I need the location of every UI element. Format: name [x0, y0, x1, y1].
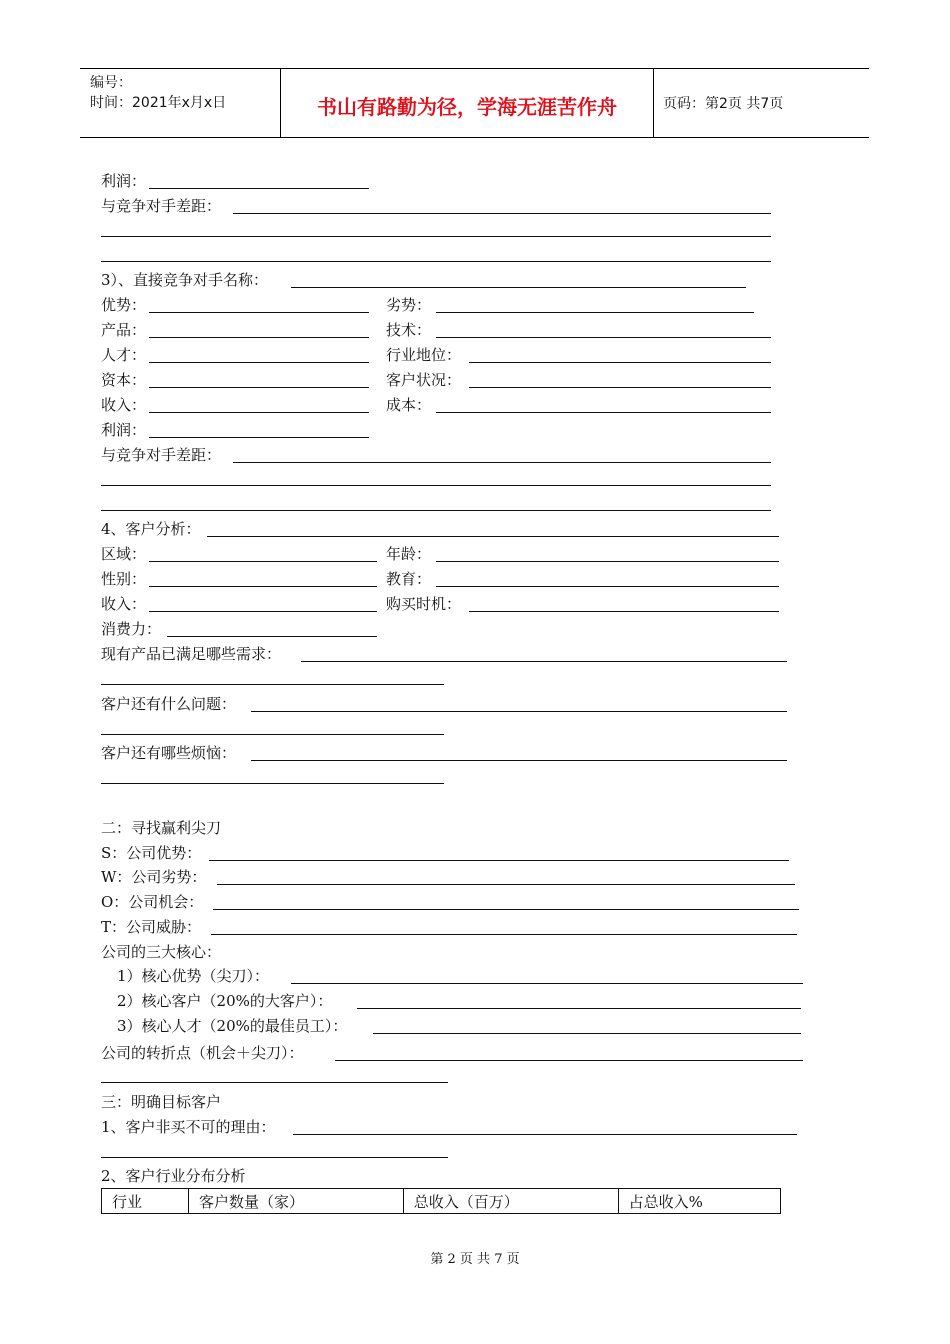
- blank-line[interactable]: [436, 312, 754, 313]
- blank-line[interactable]: [207, 536, 779, 537]
- form-row-cost: [386, 395, 772, 415]
- form-row-income: [101, 395, 371, 415]
- form-row-must-buy-reason: [101, 1117, 799, 1137]
- blank-line[interactable]: [213, 909, 799, 910]
- field-label: 客户还有哪些烦恼：: [101, 744, 237, 762]
- form-row-industry-position: [386, 345, 772, 365]
- field-label: 公司的转折点（机会＋尖刀）：: [101, 1044, 304, 1062]
- field-label: 行业地位：: [386, 346, 462, 364]
- field-label: 人才：: [101, 346, 147, 364]
- field-label: 1）核心优势（尖刀）：: [117, 967, 270, 985]
- form-row-competitor-name: [101, 270, 747, 290]
- field-label: 产品：: [101, 321, 147, 339]
- blank-line[interactable]: [149, 437, 369, 438]
- blank-line[interactable]: [469, 362, 771, 363]
- subsection-heading: 2、客户行业分布分析: [101, 1167, 246, 1185]
- blank-line[interactable]: [149, 337, 369, 338]
- field-label: O：公司机会：: [101, 893, 204, 911]
- form-row-needs-met: [101, 644, 789, 664]
- form-row-product: [101, 320, 371, 340]
- blank-line[interactable]: [436, 586, 779, 587]
- blank-line[interactable]: [101, 261, 771, 262]
- form-row-core-advantage: [117, 966, 805, 986]
- blank-line[interactable]: [101, 236, 771, 237]
- blank-line[interactable]: [251, 711, 787, 712]
- blank-line[interactable]: [291, 287, 746, 288]
- header-left: [90, 73, 226, 113]
- form-row-region: [101, 544, 379, 564]
- page-footer: 第 2 页 共 7 页: [430, 1252, 520, 1267]
- table-header-cell: 总收入（百万）: [403, 1189, 618, 1214]
- field-label: 教育：: [386, 570, 432, 588]
- blank-line[interactable]: [101, 510, 771, 511]
- field-label: 客户还有什么问题：: [101, 695, 237, 713]
- blank-line[interactable]: [149, 387, 369, 388]
- form-row-profit: [101, 420, 371, 440]
- form-row-buy-time: [386, 594, 780, 614]
- field-label: 购买时机：: [386, 595, 462, 613]
- blank-line[interactable]: [469, 611, 779, 612]
- blank-line[interactable]: [101, 783, 444, 784]
- form-row-opportunities: [101, 892, 801, 912]
- field-label: T：公司威胁：: [101, 918, 202, 936]
- blank-line[interactable]: [101, 734, 444, 735]
- field-label: 优势：: [101, 296, 147, 314]
- form-row-gender: [101, 569, 379, 589]
- field-label: 1、客户非买不可的理由：: [101, 1118, 276, 1136]
- field-label: 消费力：: [101, 620, 162, 638]
- form-row-advantage: [101, 295, 371, 315]
- field-label: 利润：: [101, 421, 147, 439]
- field-label: 现有产品已满足哪些需求：: [101, 645, 282, 663]
- form-row-core-customers: [117, 991, 803, 1011]
- blank-line[interactable]: [233, 462, 771, 463]
- blank-line[interactable]: [149, 188, 369, 189]
- blank-line[interactable]: [436, 337, 771, 338]
- form-row-talent: [101, 345, 371, 365]
- field-label: 2）核心客户（20%的大客户）：: [117, 992, 333, 1010]
- field-label: 区域：: [101, 545, 147, 563]
- table-header-row: [102, 1189, 781, 1214]
- blank-line[interactable]: [291, 983, 803, 984]
- blank-line[interactable]: [251, 760, 787, 761]
- header-divider: [280, 69, 281, 137]
- form-row-customer-status: [386, 370, 772, 390]
- blank-line[interactable]: [101, 485, 771, 486]
- blank-line[interactable]: [167, 636, 377, 637]
- field-label: 性别：: [101, 570, 147, 588]
- form-row-strengths: [101, 843, 791, 863]
- field-label: S：公司优势：: [101, 844, 202, 862]
- form-row-weaknesses: [101, 867, 797, 887]
- section-heading: 3）、直接竞争对手名称：: [101, 271, 269, 289]
- blank-line[interactable]: [149, 611, 377, 612]
- field-label: 资本：: [101, 371, 147, 389]
- section-heading: 二：寻找赢利尖刀: [101, 819, 222, 837]
- page-header: [80, 68, 869, 138]
- form-row-threats: [101, 917, 799, 937]
- blank-line[interactable]: [149, 586, 377, 587]
- form-row-gap: [101, 196, 773, 216]
- page-number-label: 页码：第2页 共7页: [663, 96, 784, 112]
- blank-line[interactable]: [436, 412, 771, 413]
- form-row-profit: [101, 171, 371, 191]
- blank-line[interactable]: [149, 561, 377, 562]
- blank-line[interactable]: [211, 934, 797, 935]
- form-row-disadvantage: [386, 295, 756, 315]
- blank-line[interactable]: [217, 884, 795, 885]
- form-row-technology: [386, 320, 772, 340]
- blank-line[interactable]: [233, 213, 771, 214]
- blank-line[interactable]: [209, 860, 789, 861]
- form-row-gap: [101, 445, 773, 465]
- field-label: 劣势：: [386, 296, 432, 314]
- form-row-worries: [101, 743, 789, 763]
- blank-line[interactable]: [301, 661, 787, 662]
- table-header-cell: 占总收入%: [618, 1189, 780, 1214]
- section-heading: 4、客户分析：: [101, 520, 201, 538]
- table-header-cell: 行业: [102, 1189, 189, 1214]
- field-label: 与竞争对手差距：: [101, 446, 222, 464]
- time-label: 时间：2021年x月x日: [90, 95, 227, 111]
- blank-line[interactable]: [101, 1082, 448, 1083]
- header-divider: [653, 69, 654, 137]
- blank-line[interactable]: [101, 684, 444, 685]
- field-label: 与竞争对手差距：: [101, 197, 222, 215]
- table-header-cell: 客户数量（家）: [188, 1189, 403, 1214]
- form-row-capital: [101, 370, 371, 390]
- blank-line[interactable]: [436, 561, 779, 562]
- blank-line[interactable]: [373, 1033, 801, 1034]
- field-label: 收入：: [101, 396, 147, 414]
- code-label: 编号：: [90, 75, 132, 91]
- form-row-education: [386, 569, 780, 589]
- form-row-age: [386, 544, 780, 564]
- field-label: 技术：: [386, 321, 432, 339]
- blank-line[interactable]: [149, 412, 369, 413]
- field-label: 客户状况：: [386, 371, 462, 389]
- blank-line[interactable]: [293, 1134, 797, 1135]
- field-label: 成本：: [386, 396, 432, 414]
- field-label: 年龄：: [386, 545, 432, 563]
- form-row-core-talent: [117, 1016, 803, 1036]
- blank-line[interactable]: [357, 1008, 801, 1009]
- field-label: 收入：: [101, 595, 147, 613]
- form-row-customer-analysis: [101, 519, 781, 539]
- header-motto: 书山有路勤为径，学海无涯苦作舟: [317, 95, 617, 119]
- form-row-turning-point: [101, 1043, 805, 1063]
- blank-line[interactable]: [101, 1157, 448, 1158]
- field-label: 3）核心人才（20%的最佳员工）：: [117, 1017, 348, 1035]
- section-heading: 三：明确目标客户: [101, 1093, 222, 1111]
- blank-line[interactable]: [149, 312, 369, 313]
- field-label: W：公司劣势：: [101, 868, 207, 886]
- blank-line[interactable]: [469, 387, 771, 388]
- blank-line[interactable]: [335, 1060, 803, 1061]
- blank-line[interactable]: [149, 362, 369, 363]
- industry-distribution-table: [101, 1188, 781, 1214]
- form-row-problems: [101, 694, 789, 714]
- field-label: 利润：: [101, 172, 147, 190]
- subsection-heading: 公司的三大核心：: [101, 943, 222, 961]
- form-row-income: [101, 594, 379, 614]
- form-row-spending: [101, 619, 379, 639]
